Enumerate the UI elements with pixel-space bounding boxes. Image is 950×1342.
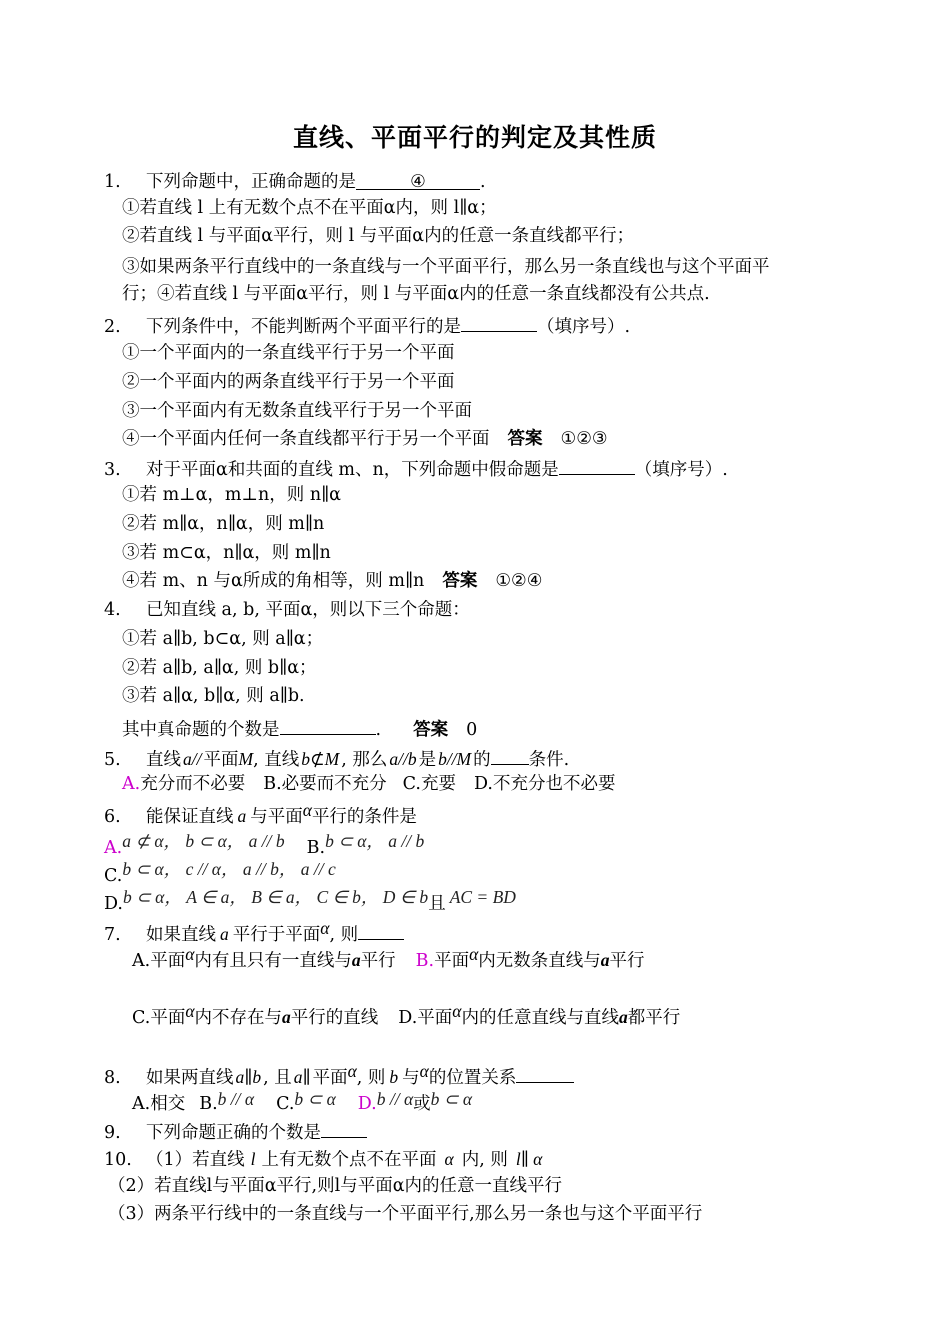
q5-options: A.充分而不必要 B.必要而不充分 C.充要 D.不充分也不必要 — [122, 774, 616, 794]
q3-blank — [559, 456, 635, 475]
q8-blank — [516, 1064, 574, 1083]
q5-option-a-letter: A. — [122, 774, 141, 794]
q3-option-4: ④若 m、n 与α所成的角相等，则 m∥n 答案 ①②④ — [122, 571, 543, 591]
q1-blank: ④ — [356, 171, 480, 190]
q1-item-1: ①若直线 l 上有无数个点不在平面α内，则 l∥α； — [122, 198, 497, 218]
q1-stem: 1. 下列命题中，正确命题的是 ④ . — [104, 172, 486, 192]
q6-option-a-letter: A. — [104, 838, 123, 858]
q7-option-a-b: A.平面α内有且只有一直线与a平行 B.平面α内无数条直线与a平行 — [132, 944, 645, 971]
q4-answer: 0 — [466, 720, 478, 740]
q2-answer-label: 答案 — [507, 429, 543, 449]
q7-option-b-letter: B. — [415, 951, 435, 971]
q3-option-1: ①若 m⊥α，m⊥n，则 n∥α — [122, 485, 341, 505]
q4-answer-label: 答案 — [413, 720, 449, 740]
q1-number: 1. — [104, 172, 121, 192]
q10-item-3: （3）两条平行线中的一条直线与一个平面平行,那么另一条也与这个平面平行 — [108, 1204, 703, 1224]
q6-option-d: D.b ⊂ α， A ∈ a， B ∈ a， C ∈ b， D ∈ b且 AC = BD — [104, 887, 516, 914]
q3-option-2: ②若 m∥α，n∥α，则 m∥n — [122, 514, 325, 534]
q8-stem: 8. 如果两直线 a∥b , 且 a∥ 平面α, 则 b 与α的位置关系 — [104, 1064, 574, 1089]
q6-option-a-b: A.a ⊄ α， b ⊂ α， a // b B.b ⊂ α， a // b — [104, 831, 425, 858]
q5-blank — [491, 746, 529, 765]
q4-closing: 其中真命题的个数是 . 答案 0 — [122, 716, 477, 741]
q5-option-c: C.充要 — [402, 774, 456, 794]
q5-stem: 5. 直线 a// 平面M, 直线 b⊄M , 那么 a//b 是 b//M 的 条件. — [104, 746, 569, 771]
q4-blank — [280, 716, 376, 735]
q8-option-d-letter: D. — [357, 1094, 377, 1114]
q3-stem: 3. 对于平面α和共面的直线 m、n，下列命题中假命题是 （填序号）. — [104, 456, 728, 481]
q9-stem: 9. 下列命题正确的个数是 — [104, 1119, 367, 1144]
q2-option-1: ①一个平面内的一条直线平行于另一个平面 — [122, 343, 455, 363]
q4-option-1: ①若 a∥b, b⊂α, 则 a∥α； — [122, 629, 324, 649]
q7-option-c-d: C.平面α内不存在与a平行的直线 D.平面α内的任意直线与直线a都平行 — [132, 1001, 681, 1028]
q10-item-1: 10. （1）若直线 l 上有无数个点不在平面 α 内, 则 l∥ α — [104, 1149, 543, 1170]
q3-answer: ①②④ — [495, 571, 543, 591]
q4-option-3: ③若 a∥α, b∥α, 则 a∥b. — [122, 686, 305, 706]
q5-option-d: D.不充分也不必要 — [473, 774, 616, 794]
q3-answer-label: 答案 — [442, 571, 478, 591]
q1-item-4: 行；④若直线 l 与平面α平行，则 l 与平面α内的任意一条直线都没有公共点. — [122, 284, 710, 304]
q1-item-2: ②若直线 l 与平面α平行，则 l 与平面α内的任意一条直线都平行； — [122, 226, 635, 246]
q3-option-3: ③若 m⊂α，n∥α，则 m∥n — [122, 543, 331, 563]
q7-blank — [358, 921, 404, 940]
q5-option-b: B.必要而不充分 — [263, 774, 387, 794]
q9-blank — [321, 1119, 367, 1138]
q4-stem: 4. 已知直线 a, b, 平面α，则以下三个命题： — [104, 600, 470, 620]
q10-item-2: （2）若直线l与平面α平行,则l与平面α内的任意一直线平行 — [108, 1176, 563, 1196]
q2-blank — [461, 313, 537, 332]
q8-options: A.相交 B.b // α C.b ⊂ α D.b // α或b ⊂ α — [132, 1089, 473, 1114]
q6-stem: 6. 能保证直线 a 与平面α平行的条件是 — [104, 800, 417, 827]
q2-stem: 2. 下列条件中，不能判断两个平面平行的是 （填序号）. — [104, 313, 630, 338]
q2-option-4: ④一个平面内任何一条直线都平行于另一个平面 答案 ①②③ — [122, 429, 608, 449]
page-title: 直线、平面平行的判定及其性质 — [292, 123, 657, 152]
q6-option-c: C.b ⊂ α， c // α， a // b， a // c — [104, 859, 336, 886]
q2-option-2: ②一个平面内的两条直线平行于另一个平面 — [122, 372, 455, 392]
q2-option-3: ③一个平面内有无数条直线平行于另一个平面 — [122, 401, 472, 421]
q2-answer: ①②③ — [560, 429, 608, 449]
q4-option-2: ②若 a∥b, a∥α, 则 b∥α； — [122, 658, 317, 678]
q1-item-3: ③如果两条平行直线中的一条直线与一个平面平行，那么另一条直线也与这个平面平 — [122, 257, 770, 277]
q7-stem: 7. 如果直线 a 平行于平面α, 则 — [104, 921, 404, 946]
